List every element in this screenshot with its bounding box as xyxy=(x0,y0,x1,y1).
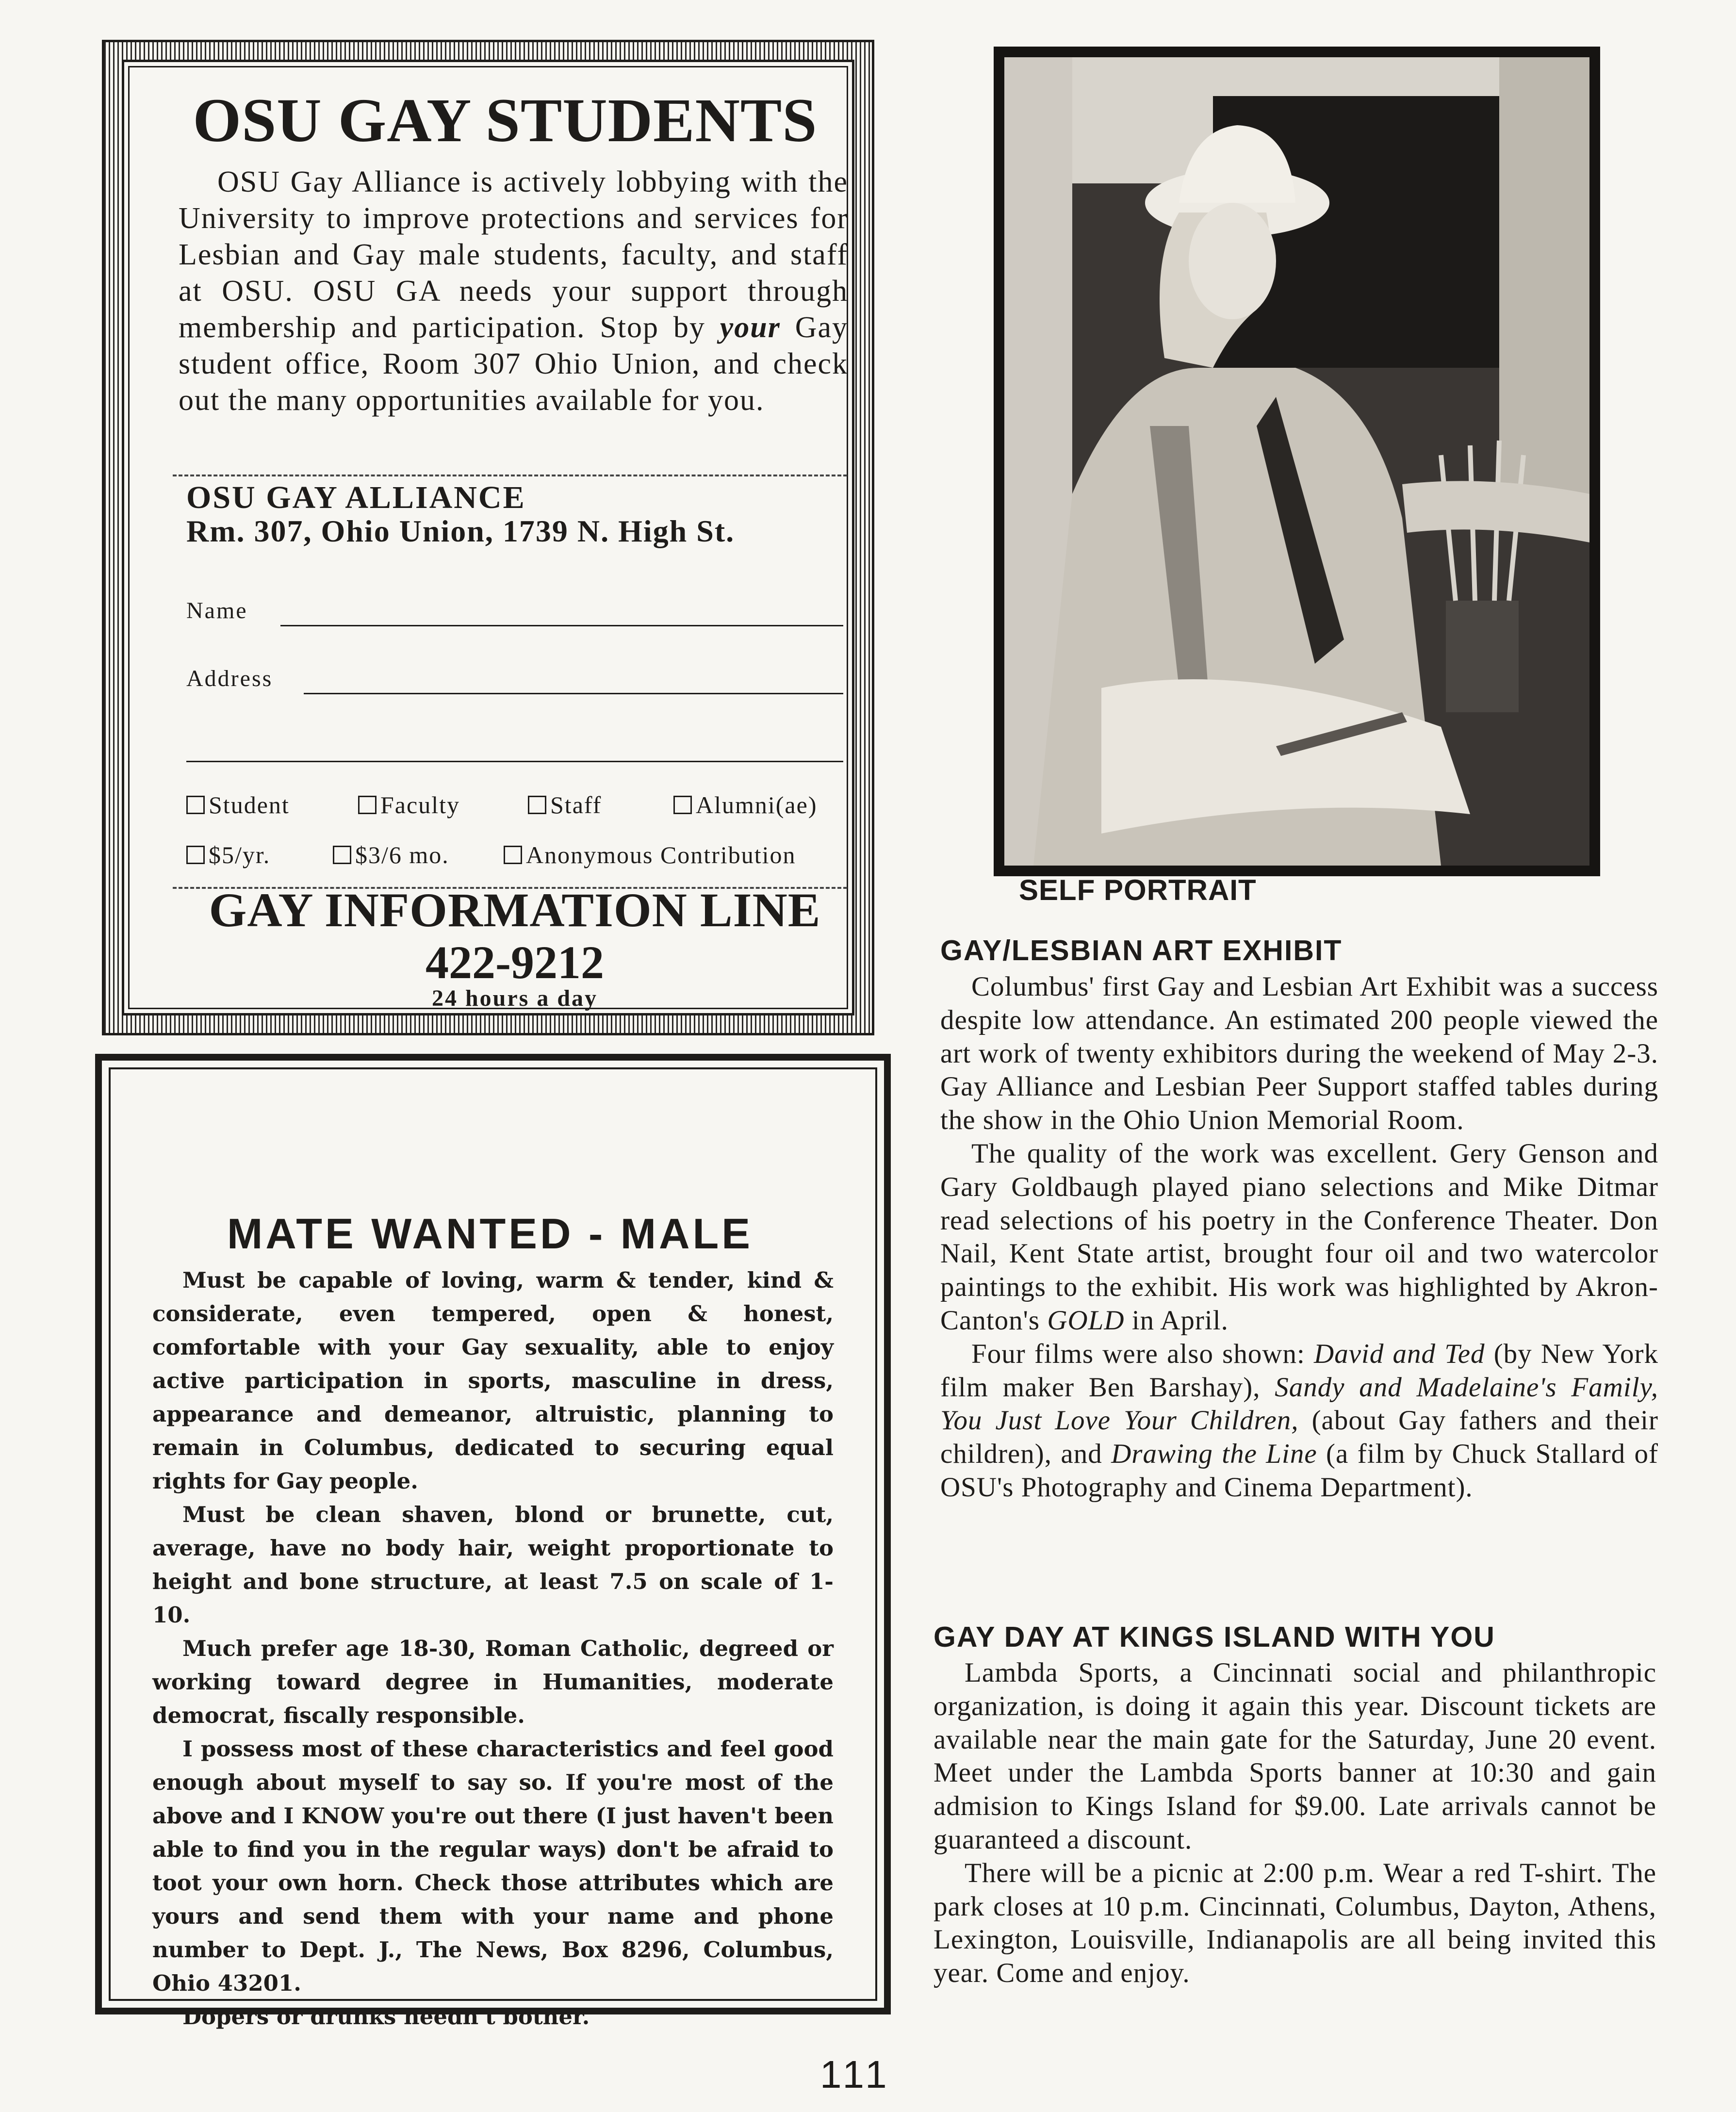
checkbox-icon xyxy=(528,796,546,814)
self-portrait-photo xyxy=(994,47,1600,876)
art-exhibit-italic: GOLD xyxy=(1047,1305,1125,1336)
checkbox-anonymous-label: Anonymous Contribution xyxy=(526,841,796,868)
coupon-org-name: OSU GAY ALLIANCE xyxy=(186,480,526,515)
checkbox-dues-half[interactable] xyxy=(333,841,449,869)
checkbox-staff[interactable] xyxy=(528,791,602,819)
osu-ad-body-text: OSU Gay Alliance is actively lobbying with the University to improve protections and services for Lesbian and Gay male students, faculty, and staff at OSU. OSU GA needs your support through membership and participation. Stop by xyxy=(179,165,848,344)
coupon-org-address: Rm. 307, Ohio Union, 1739 N. High St. xyxy=(186,514,735,548)
photo-caption: SELF PORTRAIT xyxy=(1019,874,1257,906)
mate-ad-body xyxy=(152,1263,834,2033)
mate-ad-title: MATE WANTED - MALE xyxy=(227,1210,753,1258)
checkbox-dues-half-label: $3/6 mo. xyxy=(355,841,449,868)
osu-ad-title: OSU GAY STUDENTS xyxy=(193,86,818,155)
kings-island-article xyxy=(934,1656,1656,1990)
film-title: Sandy and Madelaine's Family, You Just Love Your Children, xyxy=(940,1372,1658,1436)
checkbox-alumni[interactable] xyxy=(673,791,817,819)
infoline-phone: 422-9212 xyxy=(426,936,604,988)
mate-ad-paragraph: Dopers or drunks needn't bother. xyxy=(182,2004,590,2030)
art-exhibit-paragraph xyxy=(940,1137,1658,1338)
checkbox-staff-label: Staff xyxy=(550,791,602,819)
osu-ad-body xyxy=(179,164,848,419)
address-field-label: Address xyxy=(186,666,273,691)
checkbox-student[interactable] xyxy=(186,791,290,819)
mate-ad-paragraph: I possess most of these characteristics and feel good enough about myself to say so. If you're most of the above and I KNOW you're out there (I just haven't been able to find you in the regular ways) don't be afraid to toot your own horn. Check those attributes which are yours and send them with your name and phone number to Dept. J., The News, Box 8296, Columbus, Ohio 43201. xyxy=(152,1736,834,1996)
art-exhibit-article xyxy=(940,970,1658,1505)
checkbox-icon xyxy=(333,846,351,864)
kings-island-headline: GAY DAY AT KINGS ISLAND WITH YOU xyxy=(934,1621,1495,1653)
checkbox-alumni-label: Alumni(ae) xyxy=(696,791,818,819)
mate-ad-paragraph: Much prefer age 18-30, Roman Catholic, degreed or working toward degree in Humanities, moderate democrat, fiscally responsible. xyxy=(152,1636,834,1728)
art-exhibit-paragraph xyxy=(940,1338,1658,1505)
checkbox-student-label: Student xyxy=(209,791,290,819)
art-exhibit-headline: GAY/LESBIAN ART EXHIBIT xyxy=(940,934,1343,966)
film-title: David and Ted xyxy=(1314,1338,1485,1369)
osu-ad-inner-panel xyxy=(122,60,854,1015)
name-field[interactable] xyxy=(280,625,843,626)
self-portrait-image xyxy=(1004,57,1589,866)
coupon-top-divider xyxy=(173,475,847,476)
name-field-label: Name xyxy=(186,598,248,623)
checkbox-icon xyxy=(673,796,692,814)
checkbox-dues-year[interactable] xyxy=(186,841,270,869)
page-number: 111 xyxy=(820,2053,891,2096)
art-exhibit-text: The quality of the work was excellent. Gery Genson and Gary Goldbaugh played piano selections and Mike Ditmar read selections of his poetry in the Conference Theater. Don Nail, Kent State artist, brought four oil and two watercolor paintings to the exhibit. His work was highlighted by Akron-Canton's xyxy=(940,1138,1658,1336)
osu-ad-body-text-end: Gay student office, Room 307 Ohio Union, and check out the many opportunities available for you. xyxy=(179,311,849,417)
art-exhibit-text: (about Gay fathers and their children), and xyxy=(940,1405,1658,1470)
mate-ad-paragraph: Must be clean shaven, blond or brunette, cut, average, have no body hair, weight proportionate to height and bone structure, at least 7.5 on scale of 1-10. xyxy=(152,1502,834,1628)
checkbox-anonymous[interactable] xyxy=(504,841,796,869)
checkbox-icon xyxy=(186,796,205,814)
checkbox-icon xyxy=(358,796,377,814)
art-exhibit-paragraph: Columbus' first Gay and Lesbian Art Exhibit was a success despite low attendance. An estimated 200 people viewed the art work of twenty exhibitors during the weekend of May 2-3. Gay Alliance and Lesbian Peer Support staffed tables during the show in the Ohio Union Memorial Room. xyxy=(940,971,1658,1136)
kings-island-paragraph: Lambda Sports, a Cincinnati social and philanthropic organization, is doing it again this year. Discount tickets are available near the main gate for the Saturday, June 20 event. Meet under the Lambda Sports banner at 10:30 and gain admision to Kings Island for $9.00. Late arrivals cannot be guaranteed a discount. xyxy=(934,1657,1656,1855)
checkbox-icon xyxy=(504,846,522,864)
art-exhibit-text: (a film by Chuck Stallard of OSU's Photography and Cinema Department). xyxy=(940,1439,1658,1503)
checkbox-faculty-label: Faculty xyxy=(380,791,460,819)
art-exhibit-text: in April. xyxy=(1124,1305,1228,1336)
art-exhibit-text: (by New York film maker Ben Barshay), xyxy=(940,1338,1658,1403)
osu-gay-students-ad xyxy=(102,40,874,1035)
mate-wanted-ad xyxy=(95,1054,891,2030)
checkbox-faculty[interactable] xyxy=(358,791,460,819)
osu-ad-body-emphasis: your xyxy=(720,311,781,344)
infoline-hours: 24 hours a day xyxy=(431,985,598,1011)
art-exhibit-text: Four films were also shown: xyxy=(971,1338,1314,1369)
address-field[interactable] xyxy=(304,693,843,694)
checkbox-icon xyxy=(186,846,205,864)
mate-ad-paragraph: Must be capable of loving, warm & tender, kind & considerate, even tempered, open & honest, comfortable with your Gay sexuality, able to enjoy active participation in sports, masculine in dress, appearance and demeanor, altruistic, planning to remain in Columbus, dedicated to securing equal rights for Gay people. xyxy=(152,1267,834,1494)
checkbox-dues-year-label: $5/yr. xyxy=(209,841,271,868)
kings-island-paragraph: There will be a picnic at 2:00 p.m. Wear a red T-shirt. The park closes at 10 p.m. Cincinnati, Columbus, Dayton, Athens, Lexington, Louisville, Indianapolis are all being invited this year. Come and enjoy. xyxy=(934,1857,1656,1989)
infoline-title: GAY INFORMATION LINE xyxy=(209,883,821,937)
film-title: Drawing the Line xyxy=(1111,1439,1317,1470)
address-field-line-2[interactable] xyxy=(186,761,843,762)
